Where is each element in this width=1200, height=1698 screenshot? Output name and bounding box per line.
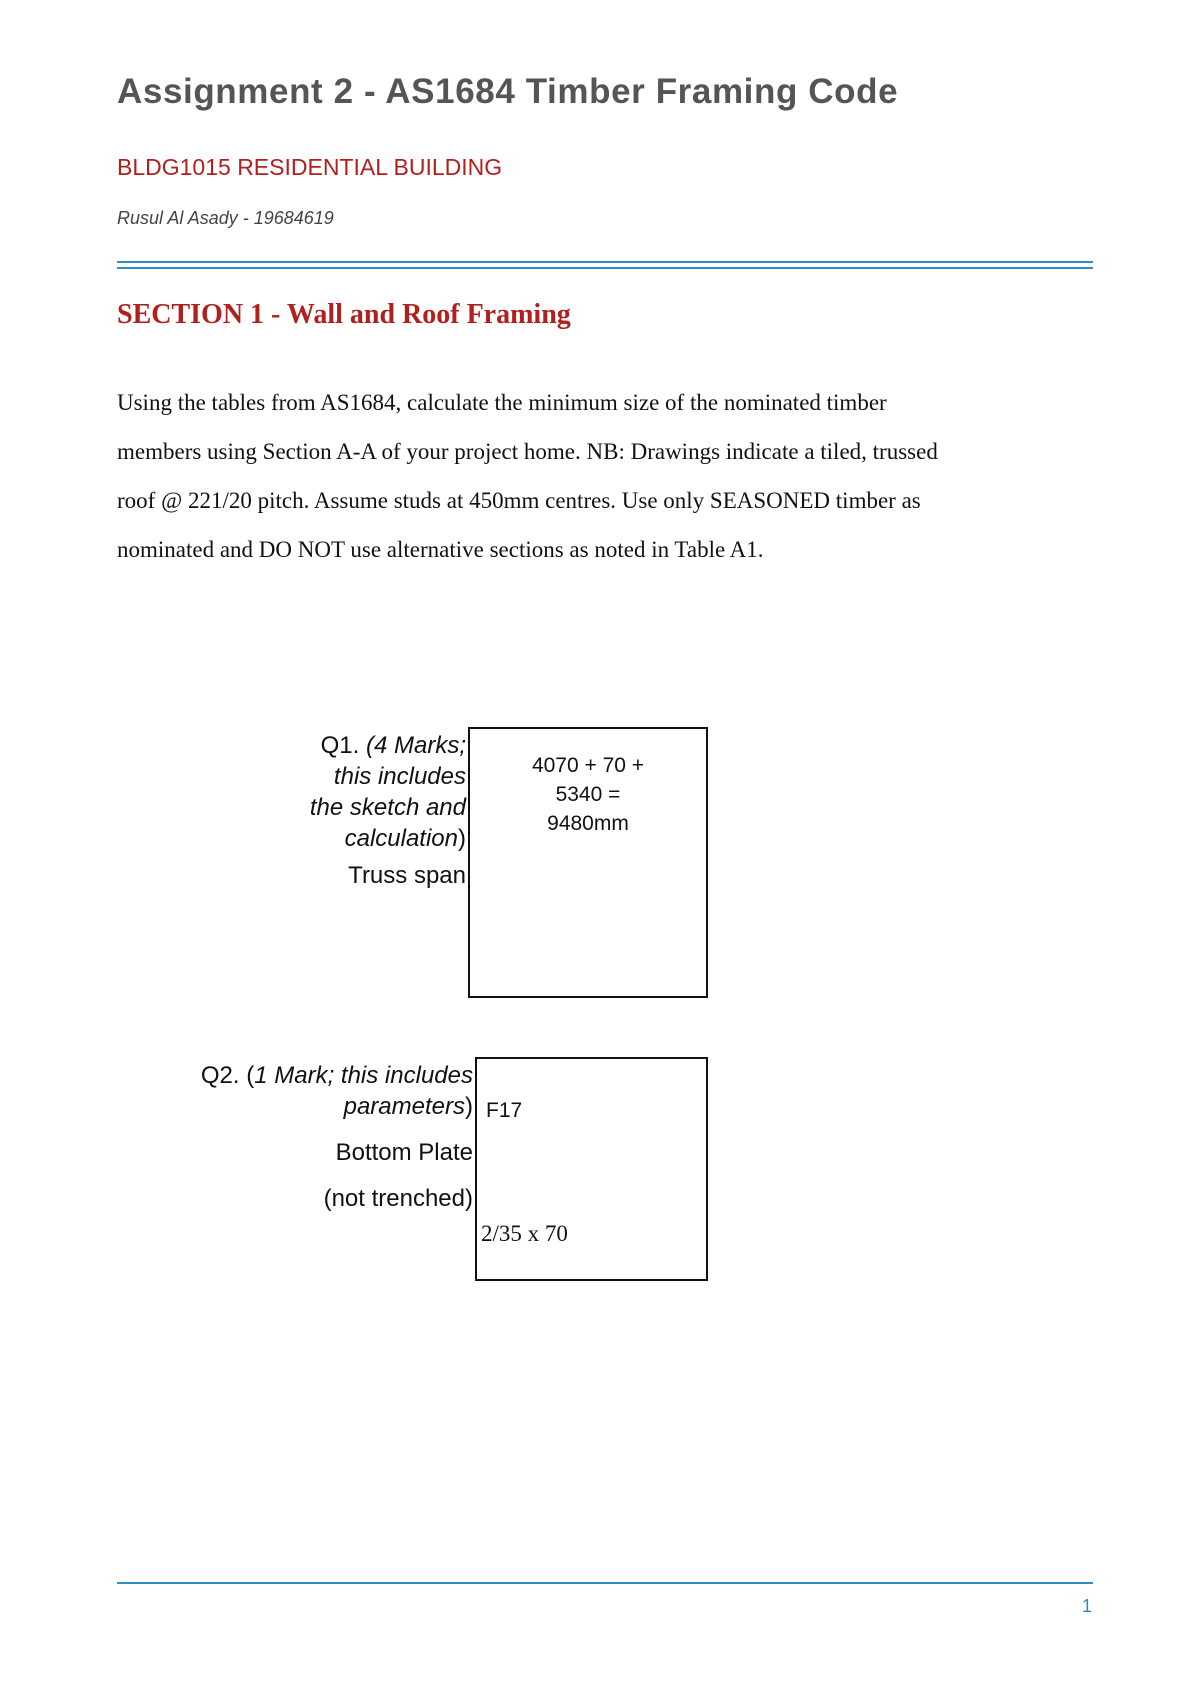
instructions-line: roof @ 221/20 pitch. Assume studs at 450mm centres. Use only SEASONED timber as: [117, 488, 921, 513]
q1-label-line: the sketch and: [309, 794, 466, 821]
q1-answer-line: 4070 + 70 +: [531, 754, 645, 777]
q2-label-line: parameters: [343, 1093, 465, 1120]
author-line: Rusul Al Asady - 19684619: [117, 208, 334, 228]
section-heading: SECTION 1 - Wall and Roof Framing: [117, 299, 571, 330]
q2-prefix: Q2. (: [200, 1062, 255, 1089]
q2-suffix: ): [465, 1093, 473, 1120]
q1-label: [310, 730, 466, 891]
q2-member: Bottom Plate: [335, 1139, 473, 1166]
q2-member-note: (not trenched): [323, 1185, 473, 1212]
instructions-line: Using the tables from AS1684, calculate the minimum size of the nominated timber: [117, 390, 887, 415]
q1-answer: [470, 751, 706, 838]
course-code: BLDG1015 RESIDENTIAL BUILDING: [117, 154, 503, 180]
q2-answer-box[interactable]: [475, 1057, 708, 1281]
q1-label-line: calculation: [344, 825, 458, 852]
q2-answer-grade: F17: [486, 1099, 523, 1122]
q2-answer-size: 2/35 x 70: [481, 1221, 568, 1246]
q2-marks: 1 Mark; this includes: [254, 1062, 473, 1089]
instructions-paragraph: [117, 378, 1102, 574]
q1-answer-line: 5340 =: [555, 783, 621, 806]
q1-answer-line: 9480mm: [547, 812, 629, 835]
q1-answer-box[interactable]: [468, 727, 708, 998]
q2-label: [201, 1060, 473, 1214]
q1-prefix: Q1.: [320, 732, 366, 759]
header-divider: [117, 261, 1093, 269]
instructions-line: nominated and DO NOT use alternative sections as noted in Table A1.: [117, 537, 764, 562]
page-number: 1: [1081, 1596, 1092, 1616]
q1-marks: (4 Marks;: [365, 732, 466, 759]
q1-label-line: this includes: [333, 763, 466, 790]
footer-divider: [117, 1582, 1093, 1584]
q1-member: Truss span: [348, 862, 466, 889]
instructions-line: members using Section A-A of your project home. NB: Drawings indicate a tiled, trussed: [117, 439, 938, 464]
document-title: Assignment 2 - AS1684 Timber Framing Code: [117, 72, 899, 111]
q1-suffix: ): [458, 825, 466, 852]
